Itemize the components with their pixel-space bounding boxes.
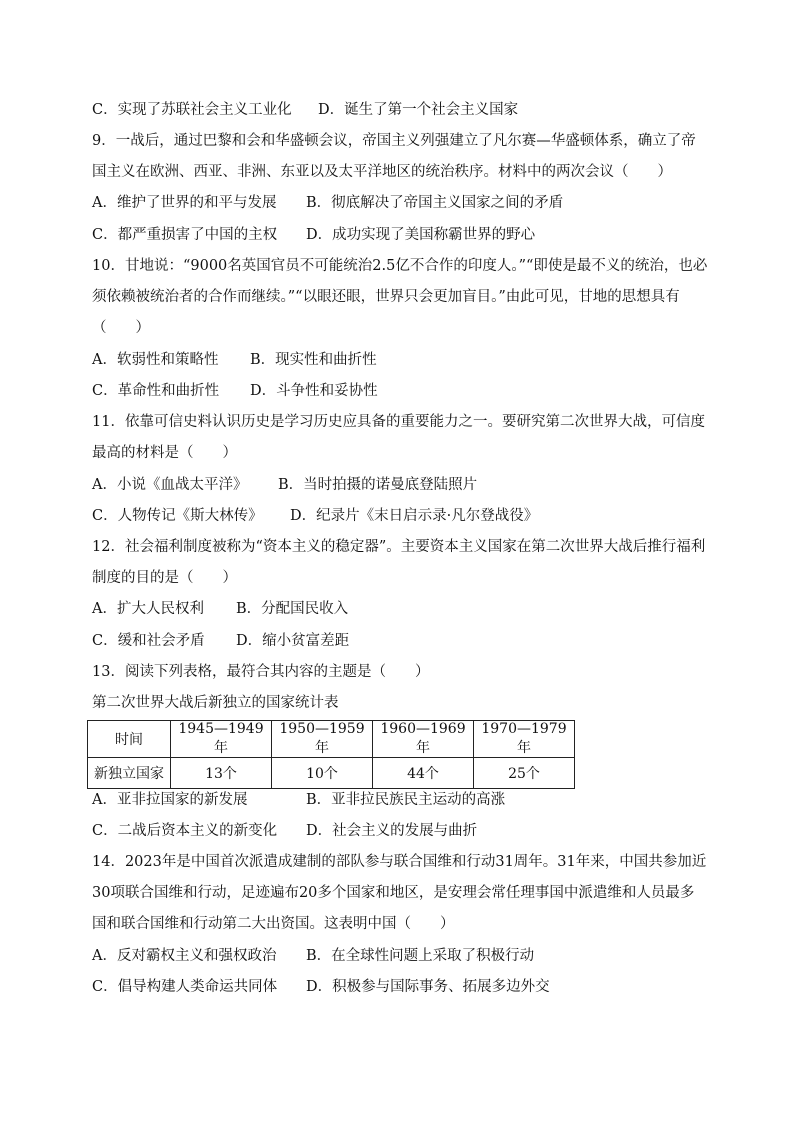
table-header-row (88, 721, 575, 758)
table-cell: 10个 (272, 758, 373, 789)
q14-option-c: C．倡导构建人类命运共同体 (92, 979, 278, 995)
q13-option-b: B．亚非拉民族民主运动的高涨 (306, 792, 506, 808)
q13-option-d: D．社会主义的发展与曲折 (306, 823, 478, 839)
q9-stem-line1: 9．一战后，通过巴黎和会和华盛顿会议，帝国主义列强建立了凡尔赛—华盛顿体系，确立了帝 (92, 133, 696, 149)
q10-option-a: A．软弱性和策略性 (92, 352, 219, 368)
table-cell: 44个 (373, 758, 474, 789)
table-header-cell: 时间 (88, 721, 171, 758)
table-header-cell: 1945—1949年 (171, 721, 272, 758)
q10-option-c: C．革命性和曲折性 (92, 383, 220, 399)
q10-stem-line1: 10．甘地说：“9000名英国官员不可能统治2.5亿不合作的印度人。”“即使是最不义的统治，也必 (92, 258, 708, 274)
q12-option-d: D．缩小贫富差距 (236, 633, 350, 649)
q13-stem: 13．阅读下列表格，最符合其内容的主题是（ ） (92, 664, 430, 680)
table-row (88, 758, 575, 789)
table-cell: 25个 (474, 758, 575, 789)
table-header-cell: 1970—1979年 (474, 721, 575, 758)
q11-option-d: D．纪录片《末日启示录·凡尔登战役》 (290, 508, 539, 524)
q11-option-b: B．当时拍摄的诺曼底登陆照片 (278, 477, 478, 493)
q9-option-a: A．维护了世界的和平与发展 (92, 195, 277, 211)
q13-table-title: 第二次世界大战后新独立的国家统计表 (92, 695, 339, 711)
q10-stem-line2: 须依赖被统治者的合作而继续。”“以眼还眼，世界只会更加盲目。”由此可见，甘地的思想具有 (92, 289, 680, 305)
q9-option-c: C．都严重损害了中国的主权 (92, 227, 278, 243)
q12-option-b: B．分配国民收入 (236, 601, 349, 617)
table-header-cell: 1950—1959年 (272, 721, 373, 758)
q9-option-d: D．成功实现了美国称霸世界的野心 (306, 227, 536, 243)
q10-stem-line3: （ ） (92, 320, 150, 336)
q10-option-d: D．斗争性和妥协性 (250, 383, 378, 399)
q8-option-d: D．诞生了第一个社会主义国家 (318, 102, 519, 118)
q12-option-a: A．扩大人民权利 (92, 601, 204, 617)
independent-countries-table (87, 720, 575, 789)
q11-option-a: A．小说《血战太平洋》 (92, 477, 248, 493)
q9-stem-line2: 国主义在欧洲、西亚、非洲、东亚以及太平洋地区的统治秩序。材料中的两次会议（ ） (92, 164, 672, 180)
q11-stem-line1: 11．依靠可信史料认识历史是学习历史应具备的重要能力之一。要研究第二次世界大战，可信度 (92, 414, 705, 430)
q8-option-c: C．实现了苏联社会主义工业化 (92, 102, 292, 118)
q11-stem-line2: 最高的材料是（ ） (92, 445, 237, 461)
q14-stem-line3: 国和联合国维和行动第二大出资国。这表明中国（ ） (92, 916, 455, 932)
q12-option-c: C．缓和社会矛盾 (92, 633, 205, 649)
table-cell: 新独立国家 (88, 758, 171, 789)
q14-stem-line2: 30项联合国维和行动，足迹遍布20多个国家和地区，是安理会常任理事国中派遣维和人员最多 (92, 885, 695, 901)
q13-option-a: A．亚非拉国家的新发展 (92, 792, 248, 808)
table-header-cell: 1960—1969年 (373, 721, 474, 758)
q14-stem-line1: 14．2023年是中国首次派遣成建制的部队参与联合国维和行动31周年。31年来，中国共参加近 (92, 854, 707, 870)
table-cell: 13个 (171, 758, 272, 789)
q12-stem-line1: 12．社会福利制度被称为“资本主义的稳定器”。主要资本主义国家在第二次世界大战后推行福利 (92, 539, 706, 555)
q10-option-b: B．现实性和曲折性 (250, 352, 377, 368)
q14-option-d: D．积极参与国际事务、拓展多边外交 (306, 979, 550, 995)
q14-option-a: A．反对霸权主义和强权政治 (92, 948, 277, 964)
q13-option-c: C．二战后资本主义的新变化 (92, 823, 278, 839)
q14-option-b: B．在全球性问题上采取了积极行动 (306, 948, 535, 964)
q12-stem-line2: 制度的目的是（ ） (92, 570, 237, 586)
q9-option-b: B．彻底解决了帝国主义国家之间的矛盾 (306, 195, 564, 211)
q11-option-c: C．人物传记《斯大林传》 (92, 508, 263, 524)
